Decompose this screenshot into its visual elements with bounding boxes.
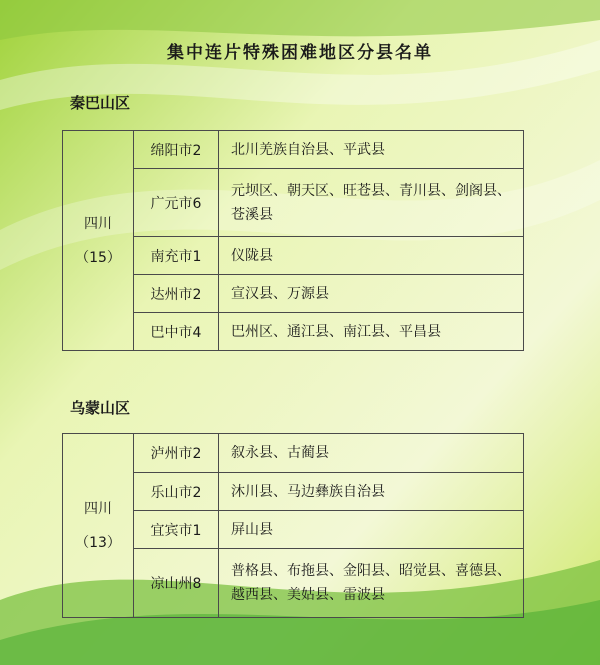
region-table-qinba xyxy=(62,130,524,351)
city-cell: 南充市1 xyxy=(134,237,219,275)
counties-cell: 叙永县、古蔺县 xyxy=(219,434,524,473)
counties-cell: 元坝区、朝天区、旺苍县、青川县、剑阁县、苍溪县 xyxy=(219,169,524,237)
province-cell xyxy=(63,434,134,618)
counties-cell: 巴州区、通江县、南江县、平昌县 xyxy=(219,313,524,351)
city-cell: 凉山州8 xyxy=(134,549,219,618)
province-count: （13） xyxy=(75,534,121,551)
counties-cell: 仪陇县 xyxy=(219,237,524,275)
section-title-qinba: 秦巴山区 xyxy=(70,94,131,112)
city-cell: 绵阳市2 xyxy=(134,131,219,169)
counties-cell: 普格县、布拖县、金阳县、昭觉县、喜德县、越西县、美姑县、雷波县 xyxy=(219,549,524,618)
page-title: 集中连片特殊困难地区分县名单 xyxy=(167,43,433,63)
table-row xyxy=(63,434,524,473)
city-cell: 宜宾市1 xyxy=(134,511,219,549)
region-table-wumeng xyxy=(62,433,524,618)
counties-cell: 屏山县 xyxy=(219,511,524,549)
city-cell: 泸州市2 xyxy=(134,434,219,473)
counties-cell: 北川羌族自治县、平武县 xyxy=(219,131,524,169)
counties-cell: 宣汉县、万源县 xyxy=(219,275,524,313)
city-cell: 巴中市4 xyxy=(134,313,219,351)
province-name: 四川 xyxy=(84,500,112,517)
table-row xyxy=(63,131,524,169)
city-cell: 达州市2 xyxy=(134,275,219,313)
province-cell xyxy=(63,131,134,351)
province-count: （15） xyxy=(75,249,121,266)
city-cell: 广元市6 xyxy=(134,169,219,237)
section-title-wumeng: 乌蒙山区 xyxy=(70,399,131,417)
counties-cell: 沐川县、马边彝族自治县 xyxy=(219,473,524,511)
province-name: 四川 xyxy=(84,215,112,232)
city-cell: 乐山市2 xyxy=(134,473,219,511)
